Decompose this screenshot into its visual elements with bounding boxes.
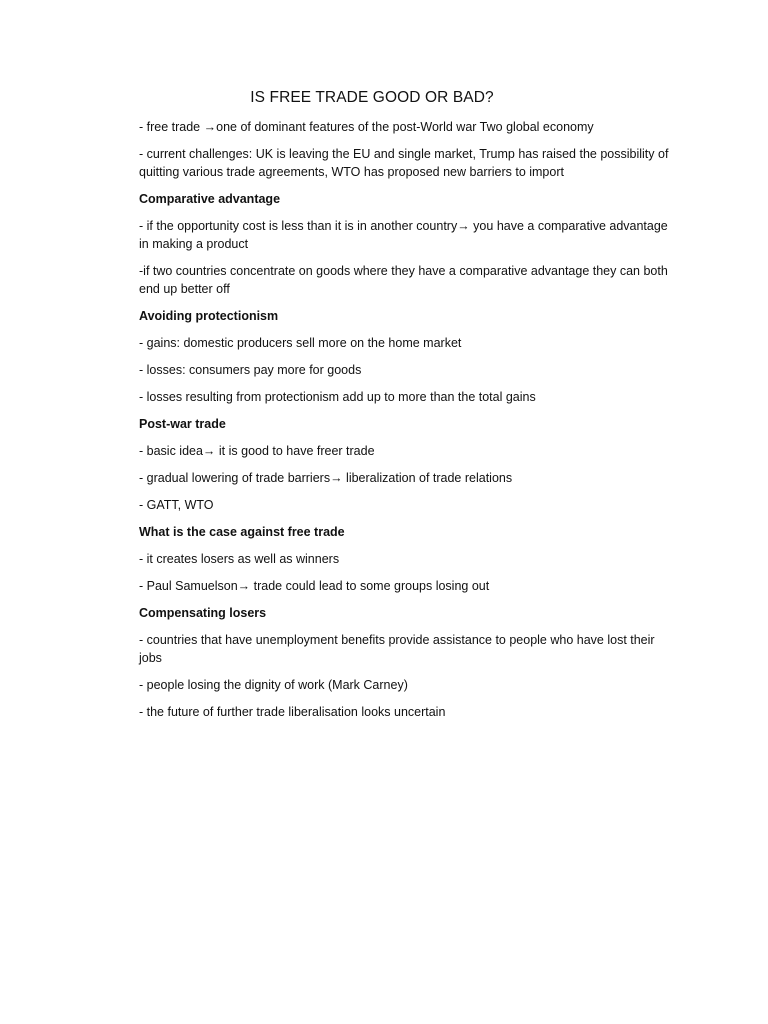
paragraph: - the future of further trade liberalisation looks uncertain xyxy=(139,705,446,719)
paragraph: - gains: domestic producers sell more on the home market xyxy=(139,336,462,350)
paragraph: - basic idea→ it is good to have freer trade xyxy=(139,444,375,458)
paragraph: - gradual lowering of trade barriers→ liberalization of trade relations xyxy=(139,471,513,485)
paragraph: - Paul Samuelson→ trade could lead to some groups losing out xyxy=(139,579,490,593)
section-heading: What is the case against free trade xyxy=(139,525,345,539)
paragraph: - losses resulting from protectionism add up to more than the total gains xyxy=(139,390,536,404)
section-heading: Post-war trade xyxy=(139,417,226,431)
paragraph: - countries that have unemployment benefits provide assistance to people who have lost their jobs xyxy=(139,633,655,665)
document-title: IS FREE TRADE GOOD OR BAD? xyxy=(250,89,494,106)
paragraph: - losses: consumers pay more for goods xyxy=(139,363,362,377)
paragraph: - people losing the dignity of work (Mark Carney) xyxy=(139,678,408,692)
paragraph: - it creates losers as well as winners xyxy=(139,552,340,566)
paragraph: - free trade →one of dominant features of the post-World war Two global economy xyxy=(139,120,594,134)
paragraph: -if two countries concentrate on goods where they have a comparative advantage they can both end up better off xyxy=(139,264,668,296)
section-heading: Avoiding protectionism xyxy=(139,309,279,323)
section-heading: Compensating losers xyxy=(139,606,267,620)
paragraph: - current challenges: UK is leaving the EU and single market, Trump has raised the possibility of quitting various trade agreements, WTO has proposed new barriers to import xyxy=(139,147,669,179)
paragraph: - if the opportunity cost is less than it is in another country→ you have a comparative advantage in making a product xyxy=(139,219,668,251)
paragraph: - GATT, WTO xyxy=(139,498,214,512)
document-body xyxy=(139,118,679,730)
section-heading: Comparative advantage xyxy=(139,192,281,206)
